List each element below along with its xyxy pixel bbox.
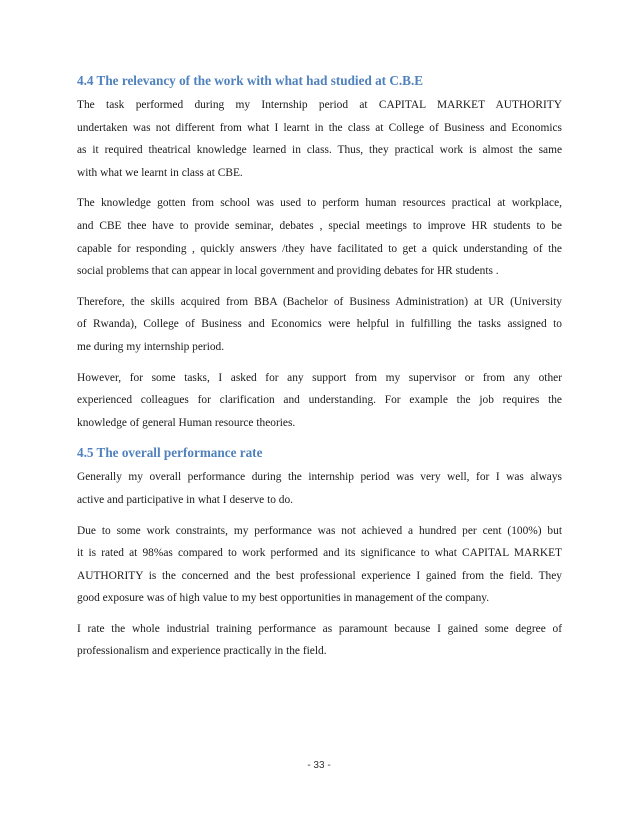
paragraph: [77, 291, 562, 359]
text-line: active and participative in what I deserve to do.: [77, 493, 294, 506]
section-4-4: [77, 70, 562, 434]
text-line: Due to some work constraints, my performance was not achieved a hundred per cent (100%) but: [77, 524, 562, 537]
paragraph: [77, 520, 562, 610]
text-line: experienced colleagues for clarification and understanding. For example the job requires the: [77, 394, 562, 407]
text-line: However, for some tasks, I asked for any support from my supervisor or from any other: [77, 371, 562, 384]
text-line: Therefore, the skills acquired from BBA (Bachelor of Business Administration) at UR (University: [77, 295, 562, 308]
text-line: me during my internship period.: [77, 340, 225, 353]
page-number: - 33 -: [307, 760, 331, 771]
text-line: The knowledge gotten from school was used to perform human resources practical at workplace,: [77, 197, 562, 210]
text-line: AUTHORITY is the concerned and the best professional experience I gained from the field. They: [77, 569, 562, 582]
text-line: it is rated at 98%as compared to work performed and its significance to what CAPITAL MARKET: [77, 547, 562, 560]
text-line: I rate the whole industrial training performance as paramount because I gained some degree of: [77, 622, 562, 635]
page-content: [77, 70, 562, 671]
text-line: undertaken was not different from what I learnt in the class at College of Business and Economics: [77, 121, 562, 134]
paragraph: [77, 94, 562, 184]
text-line: The task performed during my Internship period at CAPITAL MARKET AUTHORITY: [77, 99, 562, 111]
paragraph: [77, 466, 562, 511]
text-line: social problems that can appear in local government and providing debates for HR students .: [77, 265, 499, 278]
paragraph: [77, 367, 562, 435]
text-line: good exposure was of high value to my best opportunities in management of the company.: [77, 592, 490, 605]
text-line: Generally my overall performance during the internship period was very well, for I was always: [77, 471, 562, 484]
text-line: and CBE thee have to provide seminar, debates , special meetings to improve HR students to be: [77, 219, 562, 232]
paragraph: [77, 618, 562, 663]
section-heading: 4.4 The relevancy of the work with what had studied at C.B.E: [77, 73, 424, 88]
text-line: as it required theatrical knowledge learned in class. Thus, they practical work is almost the same: [77, 144, 562, 157]
text-line: professionalism and experience practically in the field.: [77, 645, 327, 658]
section-4-5: [77, 442, 562, 663]
text-line: of Rwanda), College of Business and Economics were helpful in fulfilling the tasks assigned to: [77, 318, 562, 331]
text-line: capable for responding , quickly answers /they have facilitated to get a quick understanding of the: [77, 242, 562, 255]
text-line: with what we learnt in class at CBE.: [77, 166, 243, 179]
paragraph: [77, 192, 562, 282]
section-heading: 4.5 The overall performance rate: [77, 445, 263, 461]
text-line: knowledge of general Human resource theories.: [77, 416, 296, 429]
